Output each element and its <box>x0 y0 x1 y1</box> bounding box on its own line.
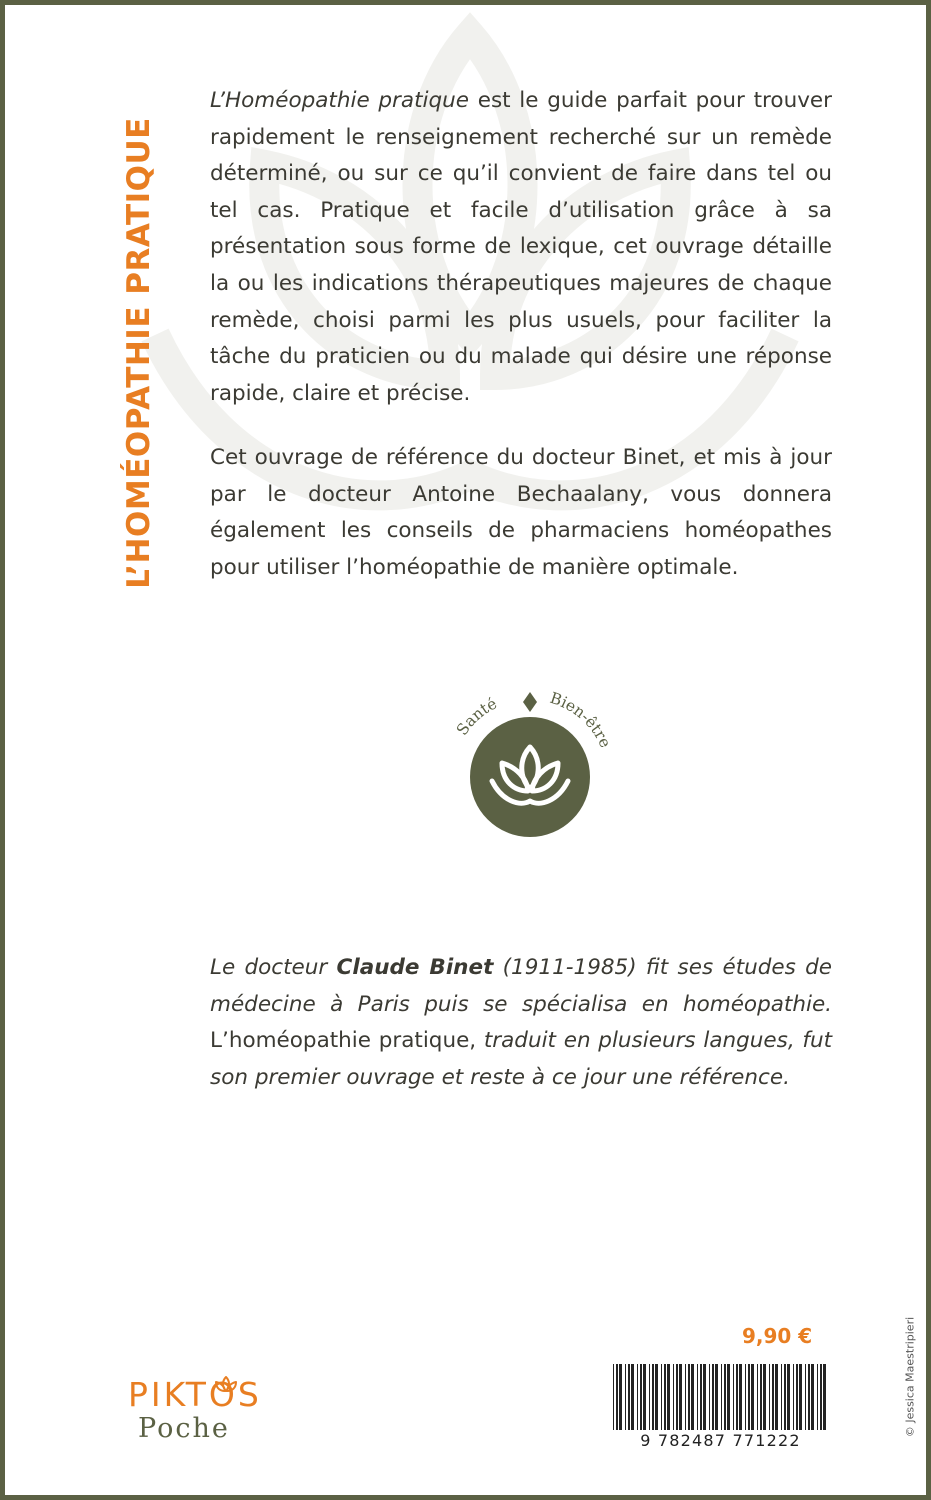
barcode-bar <box>664 1364 666 1430</box>
barcode-bar <box>736 1364 738 1430</box>
photo-credit: © Jessica Maestripieri <box>903 1316 917 1438</box>
barcode-bar <box>640 1364 642 1430</box>
barcode-bar <box>760 1364 762 1430</box>
barcode-bar <box>817 1364 818 1430</box>
price: 9,90 € <box>742 1324 813 1348</box>
barcode-bar <box>697 1364 698 1430</box>
barcode-bar <box>655 1364 658 1430</box>
barcode-bar <box>796 1364 798 1430</box>
author-name: Claude Binet <box>336 955 494 980</box>
barcode-bar <box>772 1364 774 1430</box>
barcode-bar <box>763 1364 766 1430</box>
barcode-bar <box>700 1364 702 1430</box>
publisher-logo <box>128 1375 268 1450</box>
barcode-bar <box>793 1364 794 1430</box>
barcode-bar <box>739 1364 742 1430</box>
barcode-bar <box>751 1364 754 1430</box>
barcode-bar <box>712 1364 714 1430</box>
barcode-bar <box>820 1364 822 1430</box>
barcode-bar <box>679 1364 682 1430</box>
barcode-bar <box>823 1364 826 1430</box>
barcode-bar <box>715 1364 718 1430</box>
barcode-bar <box>727 1364 730 1430</box>
barcode-bar <box>676 1364 678 1430</box>
barcode-bar <box>628 1364 630 1430</box>
barcode-bar <box>757 1364 758 1430</box>
description-p2-text: Cet ouvrage de référence du docteur Binet, et mis à jour par le docteur Antoine Bechaalany, vous donnera également les conseils de pharmaciens homéopathes pour utiliser l’homéopathie de manière optimale. <box>210 445 832 580</box>
barcode-bar <box>808 1364 810 1430</box>
diamond-separator <box>523 692 537 712</box>
barcode-bar <box>799 1364 802 1430</box>
publisher-name: PIKTOS <box>128 1375 262 1414</box>
sante-bien-etre-emblem <box>442 689 618 839</box>
bio-text-2: (1911-1985) fit ses études de médecine à Paris puis se spécialisa en homéopathie. <box>210 955 832 1017</box>
barcode-number: 9 782487 771222 <box>640 1431 801 1450</box>
barcode-bar <box>721 1364 722 1430</box>
barcode-bar <box>631 1364 634 1430</box>
barcode <box>609 1362 832 1456</box>
barcode-bar <box>667 1364 670 1430</box>
barcode-bar <box>745 1364 746 1430</box>
barcode-bar <box>691 1364 694 1430</box>
barcode-bar <box>733 1364 734 1430</box>
barcode-bar <box>685 1364 686 1430</box>
emblem-sante-text: Santé <box>452 694 500 739</box>
bio-text-3: traduit en plusieurs langues, fut son premier ouvrage et reste à ce jour une référence. <box>210 1028 833 1090</box>
description-body: est le guide parfait pour trouver rapidement le renseignement recherché sur un remède déterminé, ou sur ce qu’il convient de faire dans tel ou tel cas. Pratique et facile d’utilisation grâce à sa présentation sous forme de lexique, cet ouvrage détaille la ou les indications thérapeutiques majeures de chaque remède, choisi parmi les plus usuels, pour faciliter la tâche du praticien ou du malade qui désire une réponse rapide, claire et précise. <box>210 88 833 406</box>
lotus-icon <box>213 1375 239 1397</box>
barcode-bar <box>769 1364 770 1430</box>
barcode-bar <box>724 1364 726 1430</box>
book-title-italic: L’Homéopathie pratique <box>210 88 469 113</box>
barcode-bar <box>787 1364 790 1430</box>
barcode-bar <box>652 1364 654 1430</box>
spine-title: L’HOMÉOPATHIE PRATIQUE <box>121 117 157 589</box>
bio-text-1: Le docteur <box>210 955 337 980</box>
barcode-bar <box>811 1364 814 1430</box>
description-paragraph-1 <box>210 83 832 412</box>
barcode-bar <box>661 1364 662 1430</box>
barcode-bar <box>637 1364 638 1430</box>
barcode-bar <box>613 1364 614 1430</box>
barcode-bar <box>688 1364 690 1430</box>
barcode-bar <box>643 1364 646 1430</box>
emblem-bien-etre-text: Bien-être <box>547 689 615 751</box>
barcode-bar <box>709 1364 710 1430</box>
barcode-bar <box>619 1364 622 1430</box>
barcode-bar <box>703 1364 706 1430</box>
barcode-bar <box>805 1364 806 1430</box>
barcode-bar <box>673 1364 674 1430</box>
barcode-bar <box>775 1364 778 1430</box>
description-paragraph-2 <box>210 440 832 586</box>
author-bio <box>210 950 832 1096</box>
barcode-bar <box>748 1364 750 1430</box>
barcode-bars <box>609 1362 832 1432</box>
barcode-bar <box>784 1364 786 1430</box>
barcode-bar <box>625 1364 626 1430</box>
barcode-bar <box>781 1364 782 1430</box>
barcode-bar <box>649 1364 650 1430</box>
series-name: Poche <box>138 1413 230 1444</box>
bio-book-title: L’homéopathie pratique, <box>210 1028 477 1054</box>
barcode-bar <box>616 1364 618 1430</box>
